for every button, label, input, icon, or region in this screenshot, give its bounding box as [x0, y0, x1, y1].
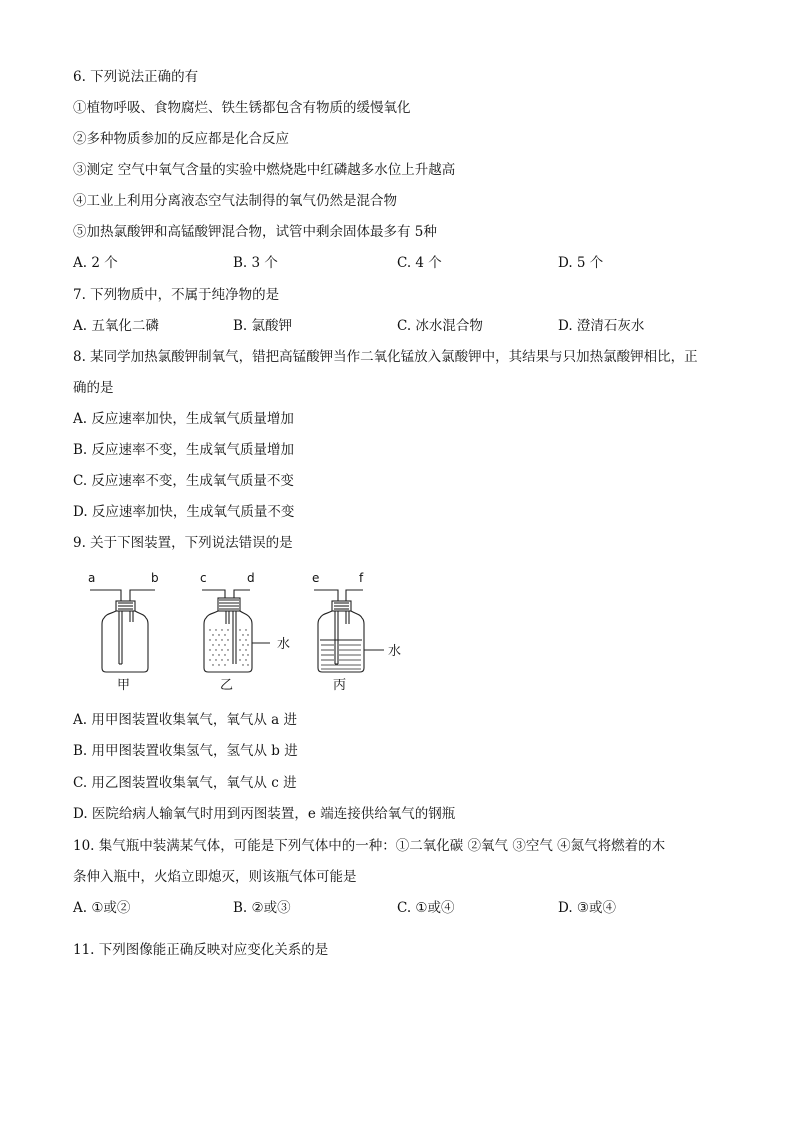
q8-option-c: C. 反应速率不变，生成氧气质量不变	[73, 473, 294, 489]
port-label-b: b	[151, 571, 159, 585]
q6-statement-3: ③测定 空气中氧气含量的实验中燃烧匙中红磷越多水位上升越高	[73, 162, 456, 178]
q8-option-a: A. 反应速率加快，生成氧气质量增加	[73, 411, 294, 427]
water-label-yi: 水	[277, 637, 291, 652]
q10-option-b: B. ②或③	[233, 900, 291, 916]
q9-option-b: B. 用甲图装置收集氢气，氢气从 b 进	[73, 743, 298, 759]
q10-option-d: D. ③或④	[558, 900, 617, 916]
q6-option-c: C. 4 个	[397, 255, 442, 271]
q10-option-a: A. ①或②	[73, 900, 131, 916]
q10-stem-line2: 条伸入瓶中，火焰立即熄灭，则该瓶气体可能是	[73, 869, 357, 885]
q8-stem-line2: 确的是	[73, 380, 114, 396]
gas-bottle-figure	[80, 568, 440, 698]
q11-stem: 11. 下列图像能正确反映对应变化关系的是	[73, 942, 329, 958]
water-label-bing: 水	[388, 644, 402, 659]
caption-yi: 乙	[220, 678, 234, 693]
q7-option-c: C. 冰水混合物	[397, 318, 483, 334]
port-label-e: e	[312, 571, 320, 585]
q9-stem: 9. 关于下图装置，下列说法错误的是	[73, 535, 293, 551]
q10-stem-line1: 10. 集气瓶中装满某气体，可能是下列气体中的一种：①二氧化碳 ②氧气 ③空气 ④氮气将燃着的木	[73, 838, 666, 854]
q7-option-d: D. 澄清石灰水	[558, 318, 645, 334]
q6-option-a: A. 2 个	[73, 255, 118, 271]
q6-statement-1: ①植物呼吸、食物腐烂、铁生锈都包含有物质的缓慢氧化	[73, 100, 411, 116]
bottle-bing	[314, 590, 384, 672]
q7-option-b: B. 氯酸钾	[233, 318, 293, 334]
port-label-c: c	[200, 571, 207, 585]
q7-stem: 7. 下列物质中，不属于纯净物的是	[73, 287, 280, 303]
port-label-d: d	[247, 571, 255, 585]
gas-bottle-diagram	[80, 568, 440, 698]
q8-option-b: B. 反应速率不变，生成氧气质量增加	[73, 442, 295, 458]
q9-option-d: D. 医院给病人输氧气时用到丙图装置，e 端连接供给氧气的钢瓶	[73, 806, 456, 822]
q6-statement-4: ④工业上利用分离液态空气法制得的氧气仍然是混合物	[73, 193, 397, 209]
bottle-yi	[202, 590, 270, 672]
q6-statement-2: ②多种物质参加的反应都是化合反应	[73, 131, 289, 147]
q9-option-a: A. 用甲图装置收集氧气，氧气从 a 进	[73, 712, 297, 728]
q7-option-a: A. 五氧化二磷	[73, 318, 159, 334]
q6-option-d: D. 5 个	[558, 255, 604, 271]
q8-option-d: D. 反应速率加快，生成氧气质量不变	[73, 504, 295, 520]
q6-option-b: B. 3 个	[233, 255, 278, 271]
q6-statement-5: ⑤加热氯酸钾和高锰酸钾混合物，试管中剩余固体最多有 5种	[73, 224, 437, 240]
port-label-f: f	[359, 571, 364, 585]
port-label-a: a	[88, 571, 96, 585]
bottle-jia	[90, 590, 155, 672]
caption-jia: 甲	[117, 678, 131, 693]
caption-bing: 丙	[333, 678, 347, 693]
q10-option-c: C. ①或④	[397, 900, 455, 916]
q8-stem-line1: 8. 某同学加热氯酸钾制氧气，错把高锰酸钾当作二氧化锰放入氯酸钾中，其结果与只加热氯酸钾相比，正	[73, 349, 698, 365]
q9-option-c: C. 用乙图装置收集氧气，氧气从 c 进	[73, 775, 297, 791]
q6-stem: 6. 下列说法正确的有	[73, 69, 199, 85]
